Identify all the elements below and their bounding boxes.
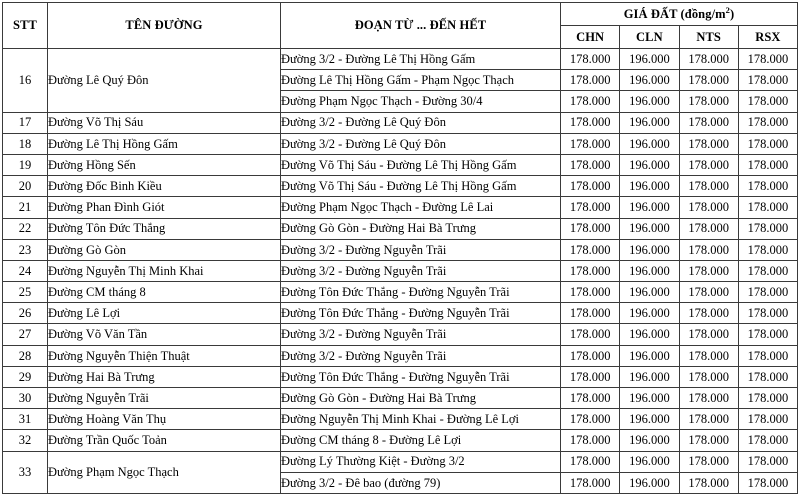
- cell-segment: Đường CM tháng 8 - Đường Lê Lợi: [281, 430, 561, 451]
- cell-price-chn: 178.000: [561, 388, 620, 409]
- column-header-stt: STT: [3, 3, 48, 49]
- cell-price-nts: 178.000: [679, 133, 738, 154]
- cell-price-rsx: 178.000: [738, 409, 797, 430]
- cell-price-rsx: 178.000: [738, 260, 797, 281]
- cell-street-name: Đường Lê Thị Hồng Gấm: [48, 133, 281, 154]
- table-row: [3, 324, 798, 345]
- cell-stt: 21: [3, 197, 48, 218]
- cell-price-rsx: 178.000: [738, 472, 797, 493]
- table-row: [3, 366, 798, 387]
- cell-street-name: Đường Nguyễn Trãi: [48, 388, 281, 409]
- cell-street-name: Đường Hai Bà Trưng: [48, 366, 281, 387]
- cell-price-nts: 178.000: [679, 324, 738, 345]
- cell-price-nts: 178.000: [679, 91, 738, 112]
- cell-price-chn: 178.000: [561, 112, 620, 133]
- cell-price-chn: 178.000: [561, 133, 620, 154]
- cell-price-rsx: 178.000: [738, 112, 797, 133]
- cell-segment: Đường Võ Thị Sáu - Đường Lê Thị Hồng Gấm: [281, 154, 561, 175]
- cell-street-name: Đường Nguyễn Thị Minh Khai: [48, 260, 281, 281]
- cell-price-chn: 178.000: [561, 324, 620, 345]
- cell-stt: 17: [3, 112, 48, 133]
- cell-price-cln: 196.000: [620, 366, 679, 387]
- table-row: [3, 345, 798, 366]
- cell-stt: 22: [3, 218, 48, 239]
- table-row: [3, 451, 798, 472]
- cell-price-rsx: 178.000: [738, 324, 797, 345]
- cell-price-cln: 196.000: [620, 197, 679, 218]
- cell-segment: Đường Tôn Đức Thắng - Đường Nguyễn Trãi: [281, 303, 561, 324]
- table-body: [3, 49, 798, 494]
- table-row: [3, 112, 798, 133]
- cell-price-chn: 178.000: [561, 366, 620, 387]
- table-row: [3, 197, 798, 218]
- cell-segment: Đường 3/2 - Đường Nguyễn Trãi: [281, 260, 561, 281]
- cell-segment: Đường Tôn Đức Thắng - Đường Nguyễn Trãi: [281, 366, 561, 387]
- table-row: [3, 218, 798, 239]
- cell-segment: Đường 3/2 - Đường Nguyễn Trãi: [281, 345, 561, 366]
- price-group-label: GIÁ ĐẤT (đồng/m: [623, 6, 726, 21]
- cell-segment: Đường Phạm Ngọc Thạch - Đường Lê Lai: [281, 197, 561, 218]
- cell-stt: 23: [3, 239, 48, 260]
- cell-street-name: Đường Trần Quốc Toản: [48, 430, 281, 451]
- cell-stt: 25: [3, 282, 48, 303]
- cell-price-cln: 196.000: [620, 303, 679, 324]
- cell-price-chn: 178.000: [561, 409, 620, 430]
- cell-price-chn: 178.000: [561, 176, 620, 197]
- column-header-price-chn: CHN: [561, 26, 620, 49]
- cell-price-nts: 178.000: [679, 345, 738, 366]
- cell-price-cln: 196.000: [620, 345, 679, 366]
- cell-segment: Đường 3/2 - Đường Nguyễn Trãi: [281, 239, 561, 260]
- price-group-exponent: 2: [725, 4, 731, 15]
- cell-street-name: Đường CM tháng 8: [48, 282, 281, 303]
- cell-street-name: Đường Phan Đình Giót: [48, 197, 281, 218]
- cell-price-rsx: 178.000: [738, 430, 797, 451]
- cell-segment: Đường 3/2 - Đường Lê Quý Đôn: [281, 112, 561, 133]
- cell-price-rsx: 178.000: [738, 345, 797, 366]
- cell-price-rsx: 178.000: [738, 70, 797, 91]
- table-row: [3, 239, 798, 260]
- price-group-suffix: ): [730, 6, 735, 21]
- cell-segment: Đường Võ Thị Sáu - Đường Lê Thị Hồng Gấm: [281, 176, 561, 197]
- cell-segment: Đường Lý Thường Kiệt - Đường 3/2: [281, 451, 561, 472]
- table-row: [3, 154, 798, 175]
- cell-price-rsx: 178.000: [738, 91, 797, 112]
- cell-price-cln: 196.000: [620, 70, 679, 91]
- cell-street-name: Đường Võ Văn Tần: [48, 324, 281, 345]
- cell-price-nts: 178.000: [679, 218, 738, 239]
- cell-price-chn: 178.000: [561, 70, 620, 91]
- cell-price-nts: 178.000: [679, 70, 738, 91]
- cell-stt: 29: [3, 366, 48, 387]
- cell-stt: 33: [3, 451, 48, 493]
- cell-street-name: Đường Hồng Sến: [48, 154, 281, 175]
- cell-price-cln: 196.000: [620, 430, 679, 451]
- cell-segment: Đường 3/2 - Đường Lê Thị Hồng Gấm: [281, 49, 561, 70]
- cell-street-name: Đường Tôn Đức Thắng: [48, 218, 281, 239]
- cell-stt: 26: [3, 303, 48, 324]
- cell-price-chn: 178.000: [561, 430, 620, 451]
- cell-price-rsx: 178.000: [738, 49, 797, 70]
- cell-price-chn: 178.000: [561, 197, 620, 218]
- column-header-segment: ĐOẠN TỪ ... ĐẾN HẾT: [281, 3, 561, 49]
- cell-price-cln: 196.000: [620, 472, 679, 493]
- cell-price-chn: 178.000: [561, 154, 620, 175]
- cell-price-cln: 196.000: [620, 260, 679, 281]
- cell-price-chn: 178.000: [561, 303, 620, 324]
- cell-price-chn: 178.000: [561, 260, 620, 281]
- cell-price-cln: 196.000: [620, 239, 679, 260]
- table-row: [3, 176, 798, 197]
- cell-price-nts: 178.000: [679, 260, 738, 281]
- cell-price-rsx: 178.000: [738, 388, 797, 409]
- cell-price-nts: 178.000: [679, 282, 738, 303]
- column-header-price-nts: NTS: [679, 26, 738, 49]
- table-row: [3, 430, 798, 451]
- cell-price-chn: 178.000: [561, 218, 620, 239]
- cell-segment: Đường 3/2 - Đê bao (đường 79): [281, 472, 561, 493]
- cell-price-cln: 196.000: [620, 218, 679, 239]
- cell-stt: 16: [3, 49, 48, 113]
- cell-price-nts: 178.000: [679, 303, 738, 324]
- cell-price-cln: 196.000: [620, 49, 679, 70]
- cell-price-nts: 178.000: [679, 176, 738, 197]
- cell-stt: 24: [3, 260, 48, 281]
- cell-price-cln: 196.000: [620, 451, 679, 472]
- cell-stt: 31: [3, 409, 48, 430]
- cell-price-rsx: 178.000: [738, 239, 797, 260]
- cell-price-rsx: 178.000: [738, 133, 797, 154]
- cell-street-name: Đường Lê Quý Đôn: [48, 49, 281, 113]
- cell-price-chn: 178.000: [561, 282, 620, 303]
- cell-price-nts: 178.000: [679, 154, 738, 175]
- column-header-street-name: TÊN ĐƯỜNG: [48, 3, 281, 49]
- column-header-price-group: [561, 3, 798, 26]
- cell-price-rsx: 178.000: [738, 176, 797, 197]
- cell-street-name: Đường Gò Gòn: [48, 239, 281, 260]
- cell-price-cln: 196.000: [620, 409, 679, 430]
- table-row: [3, 49, 798, 70]
- cell-street-name: Đường Võ Thị Sáu: [48, 112, 281, 133]
- cell-price-rsx: 178.000: [738, 218, 797, 239]
- cell-price-rsx: 178.000: [738, 303, 797, 324]
- cell-segment: Đường Gò Gòn - Đường Hai Bà Trưng: [281, 388, 561, 409]
- cell-price-rsx: 178.000: [738, 154, 797, 175]
- cell-segment: Đường 3/2 - Đường Nguyễn Trãi: [281, 324, 561, 345]
- table-row: [3, 282, 798, 303]
- cell-price-nts: 178.000: [679, 366, 738, 387]
- cell-price-nts: 178.000: [679, 430, 738, 451]
- table-row: [3, 260, 798, 281]
- table-row: [3, 133, 798, 154]
- cell-price-nts: 178.000: [679, 239, 738, 260]
- cell-price-chn: 178.000: [561, 49, 620, 70]
- cell-price-nts: 178.000: [679, 112, 738, 133]
- cell-price-chn: 178.000: [561, 451, 620, 472]
- cell-stt: 30: [3, 388, 48, 409]
- cell-stt: 28: [3, 345, 48, 366]
- cell-price-nts: 178.000: [679, 451, 738, 472]
- cell-stt: 20: [3, 176, 48, 197]
- cell-price-nts: 178.000: [679, 49, 738, 70]
- cell-price-cln: 196.000: [620, 176, 679, 197]
- cell-stt: 32: [3, 430, 48, 451]
- cell-stt: 19: [3, 154, 48, 175]
- cell-stt: 18: [3, 133, 48, 154]
- cell-price-nts: 178.000: [679, 197, 738, 218]
- cell-price-rsx: 178.000: [738, 366, 797, 387]
- cell-price-cln: 196.000: [620, 282, 679, 303]
- cell-segment: Đường Tôn Đức Thắng - Đường Nguyễn Trãi: [281, 282, 561, 303]
- cell-price-rsx: 178.000: [738, 197, 797, 218]
- cell-segment: Đường 3/2 - Đường Lê Quý Đôn: [281, 133, 561, 154]
- column-header-price-cln: CLN: [620, 26, 679, 49]
- table-row: [3, 409, 798, 430]
- cell-price-cln: 196.000: [620, 133, 679, 154]
- cell-price-nts: 178.000: [679, 472, 738, 493]
- cell-segment: Đường Nguyễn Thị Minh Khai - Đường Lê Lợi: [281, 409, 561, 430]
- table-row: [3, 303, 798, 324]
- header-row-primary: [3, 3, 798, 26]
- cell-price-nts: 178.000: [679, 388, 738, 409]
- cell-price-chn: 178.000: [561, 239, 620, 260]
- cell-price-cln: 196.000: [620, 324, 679, 345]
- cell-stt: 27: [3, 324, 48, 345]
- cell-street-name: Đường Phạm Ngọc Thạch: [48, 451, 281, 493]
- cell-price-cln: 196.000: [620, 112, 679, 133]
- cell-price-chn: 178.000: [561, 91, 620, 112]
- cell-price-cln: 196.000: [620, 154, 679, 175]
- cell-street-name: Đường Nguyễn Thiện Thuật: [48, 345, 281, 366]
- land-price-table: [2, 2, 798, 494]
- cell-price-cln: 196.000: [620, 388, 679, 409]
- cell-price-cln: 196.000: [620, 91, 679, 112]
- cell-street-name: Đường Đốc Binh Kiều: [48, 176, 281, 197]
- table-header: [3, 3, 798, 49]
- cell-price-rsx: 178.000: [738, 282, 797, 303]
- cell-street-name: Đường Lê Lợi: [48, 303, 281, 324]
- cell-price-nts: 178.000: [679, 409, 738, 430]
- cell-price-rsx: 178.000: [738, 451, 797, 472]
- cell-price-chn: 178.000: [561, 472, 620, 493]
- cell-segment: Đường Lê Thị Hồng Gấm - Phạm Ngọc Thạch: [281, 70, 561, 91]
- column-header-price-rsx: RSX: [738, 26, 797, 49]
- cell-segment: Đường Phạm Ngọc Thạch - Đường 30/4: [281, 91, 561, 112]
- cell-price-chn: 178.000: [561, 345, 620, 366]
- table-row: [3, 388, 798, 409]
- cell-street-name: Đường Hoàng Văn Thụ: [48, 409, 281, 430]
- cell-segment: Đường Gò Gòn - Đường Hai Bà Trưng: [281, 218, 561, 239]
